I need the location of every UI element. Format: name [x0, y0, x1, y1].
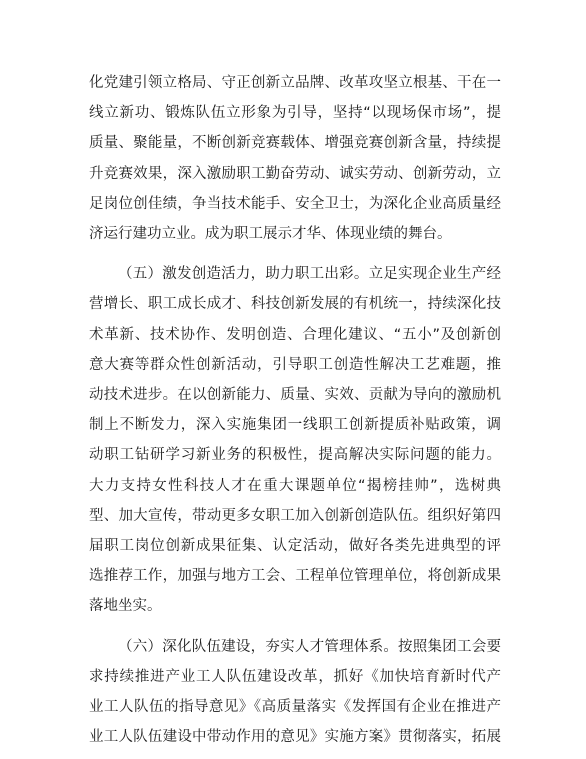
- text-line: 落地坐实。: [89, 598, 162, 615]
- paragraph-spacer: [89, 249, 501, 259]
- text-line: 质量、聚能量，不断创新竞赛载体、增强竞赛创新含量，持续提: [89, 135, 501, 152]
- text-line: 届职工岗位创新成果征集、认定活动，做好各类先进典型的评: [89, 538, 501, 555]
- text-line: 足岗位创佳绩，争当技术能手、安全卫士，为深化企业高质量经: [89, 195, 501, 212]
- text-line: 动技术进步。在以创新能力、质量、实效、贡献为导向的激励机: [89, 387, 501, 404]
- text-line: 大力支持女性科技人才在重大课题单位“揭榜挂帅”，选树典: [89, 477, 501, 494]
- text-line: 动职工钻研学习新业务的积极性，提高解决实际问题的能力。: [89, 447, 501, 464]
- text-line: 术革新、技术协作、发明创造、合理化建议、“五小”及创新创: [89, 326, 501, 343]
- document-body: [89, 68, 501, 752]
- text-line: 选推荐工作，加强与地方工会、工程单位管理单位，将创新成果: [89, 568, 501, 585]
- paragraph-spacer: [89, 622, 501, 632]
- text-line: 制上不断发力，深入实施集团一线职工创新提质补贴政策，调: [89, 417, 501, 434]
- text-line: 化党建引领立格局、守正创新立品牌、改革攻坚立根基、干在一: [89, 75, 501, 91]
- section-heading-line: （五）激发创造活力，助力职工出彩。立足实现企业生产经: [118, 266, 501, 283]
- text-line: 求持续推进产业工人队伍建设改革，抓好《加快培育新时代产: [89, 668, 501, 685]
- paragraph-5-innovation: [89, 259, 501, 621]
- text-line: 营增长、职工成长成才、科技创新发展的有机统一，持续深化技: [89, 296, 501, 313]
- paragraph-6-workforce: [89, 632, 501, 753]
- text-line: 业工人队伍建设中带动作用的意见》实施方案》贯彻落实，拓展: [89, 729, 501, 746]
- text-line: 升竞赛效果，深入激励职工勤奋劳动、诚实劳动、创新劳动，立: [89, 165, 501, 182]
- text-line: 意大赛等群众性创新活动，引导职工创造性解决工艺难题，推: [89, 356, 501, 373]
- text-line: 型、加大宣传，带动更多女职工加入创新创造队伍。组织好第四: [89, 507, 501, 524]
- text-line: 线立新功、锻炼队伍立形象为引导，坚持“以现场保市场”，提: [89, 105, 501, 122]
- text-line: 业工人队伍的指导意见》《高质量落实《发挥国有企业在推进产: [89, 699, 501, 716]
- text-line: 济运行建功立业。成为职工展示才华、体现业绩的舞台。: [89, 226, 452, 243]
- paragraph-1: [89, 68, 501, 249]
- section-heading-line: （六）深化队伍建设，夯实人才管理体系。按照集团工会要: [118, 638, 501, 655]
